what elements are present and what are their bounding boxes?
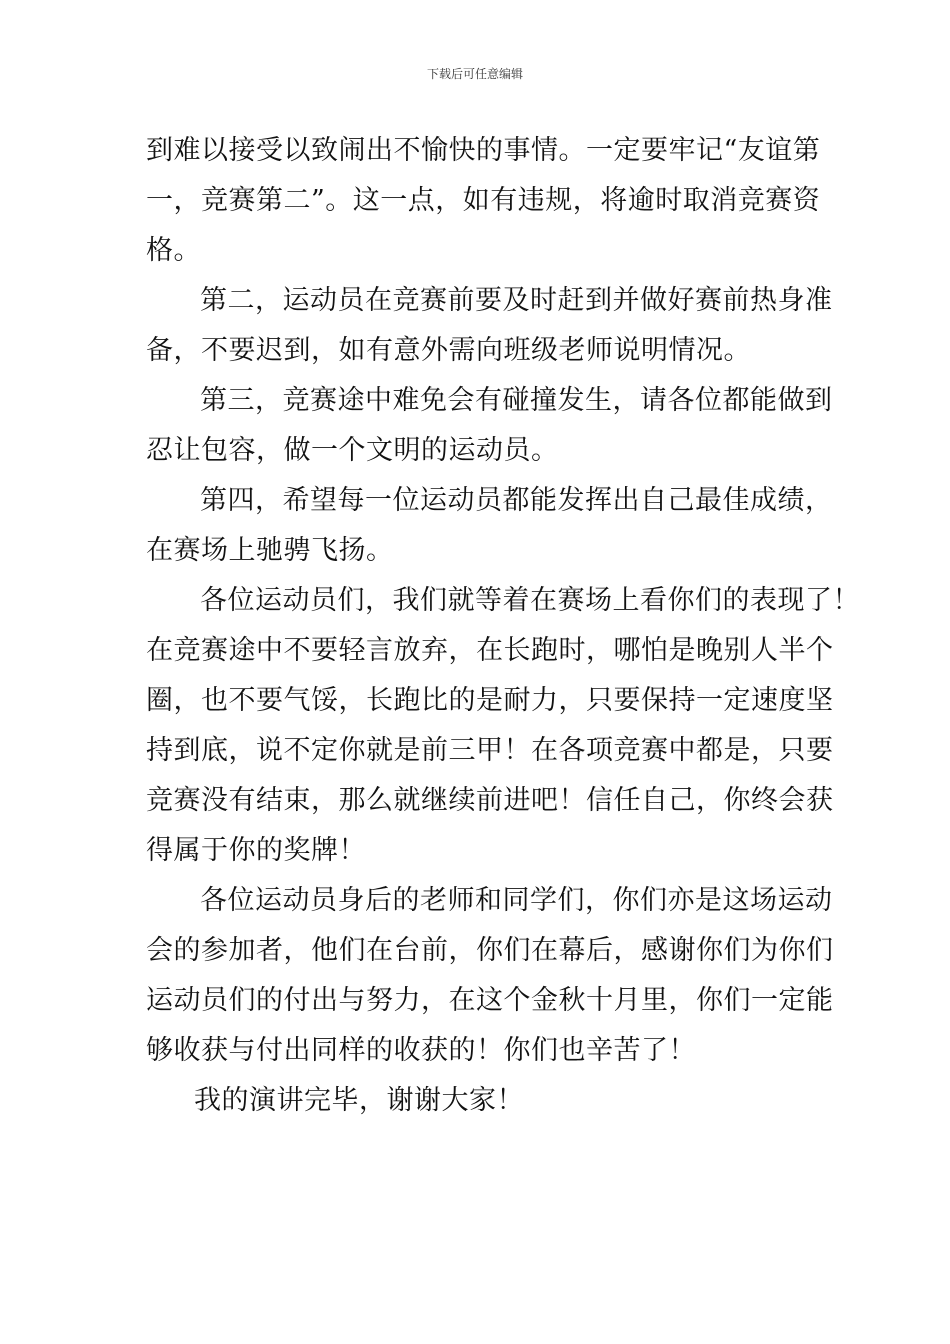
text-line: 各位运动员们，我们就等着在赛场上看你们的表现了！ (200, 585, 860, 616)
text-line: 到难以接受以致闹出不愉快的事情。一定要牢记“友谊第 (146, 135, 821, 166)
text-line: 得属于你的奖牌！ (146, 835, 366, 866)
text-line: 在竞赛途中不要轻言放弃，在长跑时，哪怕是晚别人半个 (146, 635, 834, 666)
text-line: 第三，竞赛途中难免会有碰撞发生，请各位都能做到 (200, 385, 833, 416)
text-line: 第四，希望每一位运动员都能发挥出自己最佳成绩， (200, 485, 833, 516)
text-line: 忍让包容，做一个文明的运动员。 (146, 435, 559, 466)
text-line: 够收获与付出同样的收获的！你们也辛苦了！ (146, 1035, 696, 1066)
text-line: 备，不要迟到，如有意外需向班级老师说明情况。 (146, 335, 751, 366)
page-header: 下载后可任意编辑 (426, 67, 523, 81)
text-line: 会的参加者，他们在台前，你们在幕后，感谢你们为你们 (146, 935, 834, 966)
text-line: 在赛场上驰骋飞扬。 (146, 535, 394, 566)
text-line: 圈，也不要气馁，长跑比的是耐力，只要保持一定速度坚 (146, 685, 834, 716)
text-line: 运动员们的付出与努力，在这个金秋十月里，你们一定能 (146, 985, 834, 1016)
document-body (146, 126, 860, 1126)
text-line: 格。 (146, 235, 201, 266)
text-line: 第二，运动员在竞赛前要及时赶到并做好赛前热身准 (200, 285, 833, 316)
text-line: 竞赛没有结束，那么就继续前进吧！信任自己，你终会获 (146, 785, 834, 816)
text-line: 一，竞赛第二”。这一点，如有违规，将逾时取消竞赛资 (146, 185, 821, 216)
text-line: 各位运动员身后的老师和同学们，你们亦是这场运动 (200, 885, 833, 916)
text-line: 持到底，说不定你就是前三甲！在各项竞赛中都是，只要 (146, 735, 834, 766)
text-line: 我的演讲完毕，谢谢大家！ (194, 1085, 524, 1116)
